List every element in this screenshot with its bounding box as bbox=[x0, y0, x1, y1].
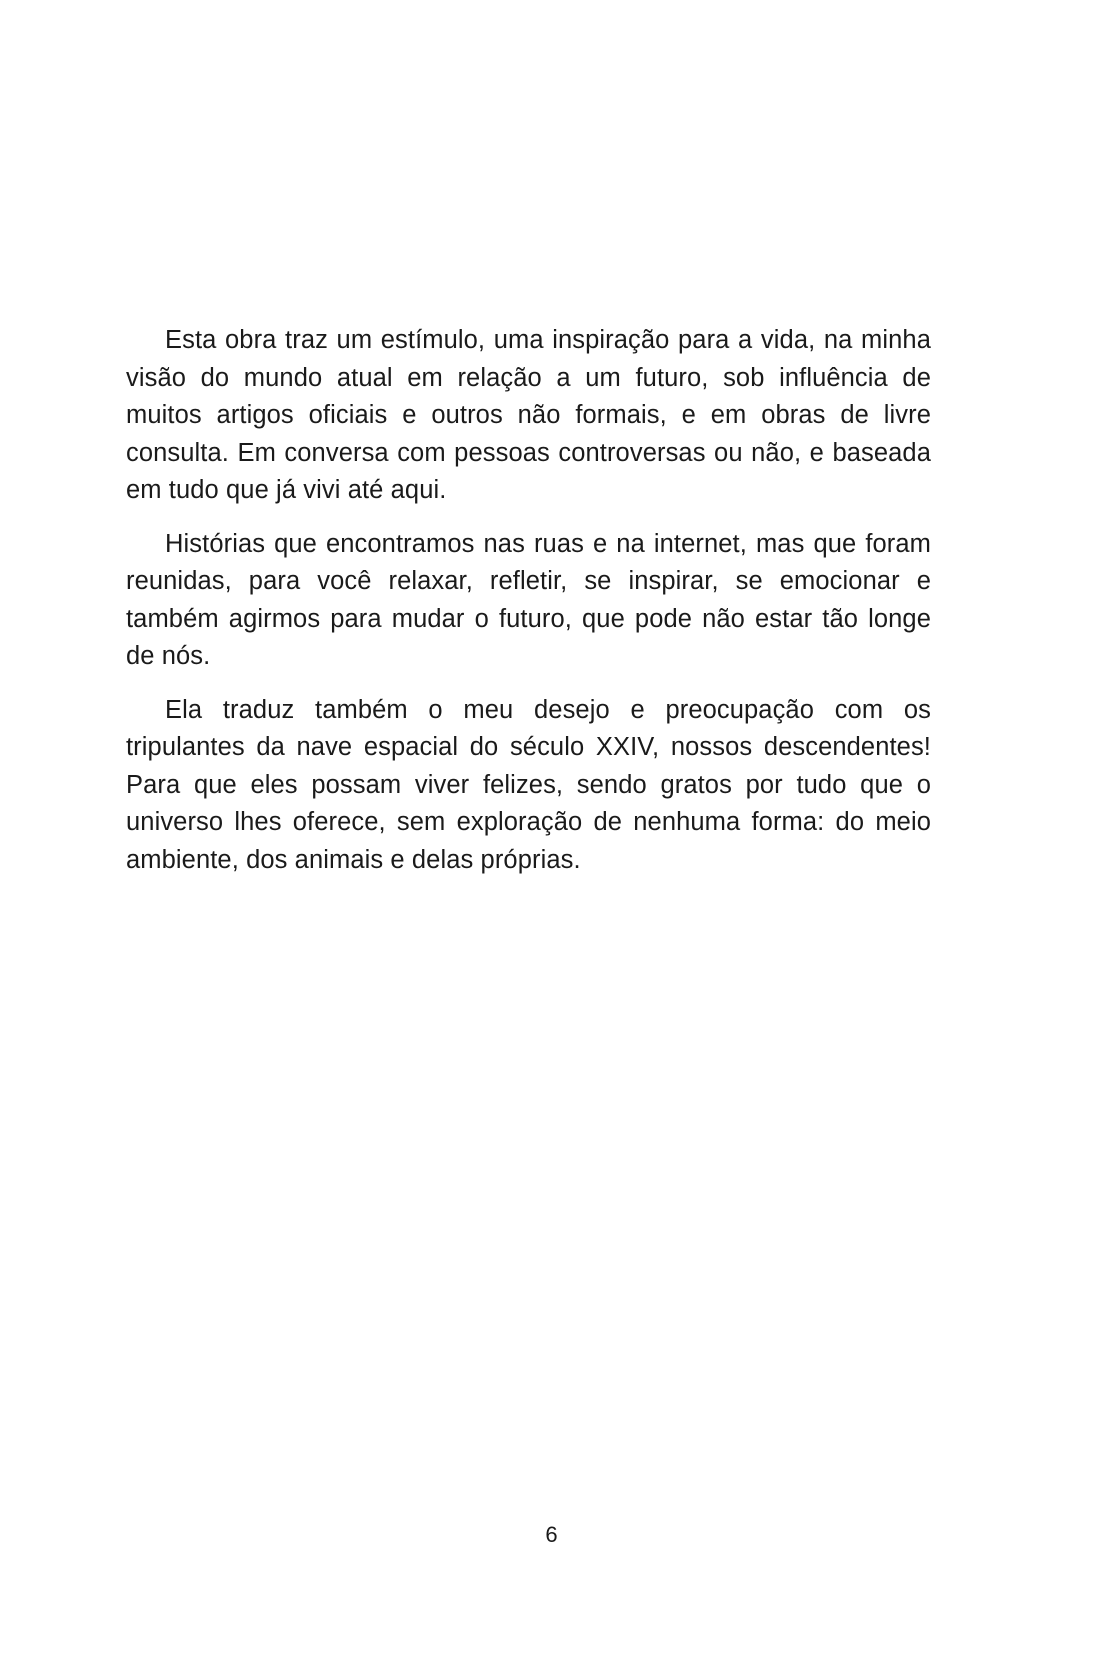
paragraph-3: Ela traduz também o meu desejo e preocupação com os tripulantes da nave espacial do século XXIV, nossos descendentes! Para que eles possam viver felizes, sendo gratos por tudo que o universo lhes oferece, sem exploração de nenhuma forma: do meio ambiente, dos animais e delas próprias. bbox=[126, 695, 931, 874]
page-number: 6 bbox=[545, 1522, 558, 1547]
paragraph-1: Esta obra traz um estímulo, uma inspiração para a vida, na minha visão do mundo atual em relação a um futuro, sob influência de muitos artigos oficiais e outros não formais, e em obras de livre consulta. Em conversa com pessoas controversas ou não, e baseada em tudo que já vivi até aqui. bbox=[126, 326, 931, 504]
paragraph-2: Histórias que encontramos nas ruas e na internet, mas que foram reunidas, para você relaxar, refletir, se inspirar, se emocionar e também agirmos para mudar o futuro, que pode não estar tão longe de nós. bbox=[126, 529, 931, 670]
body-text bbox=[126, 322, 931, 895]
